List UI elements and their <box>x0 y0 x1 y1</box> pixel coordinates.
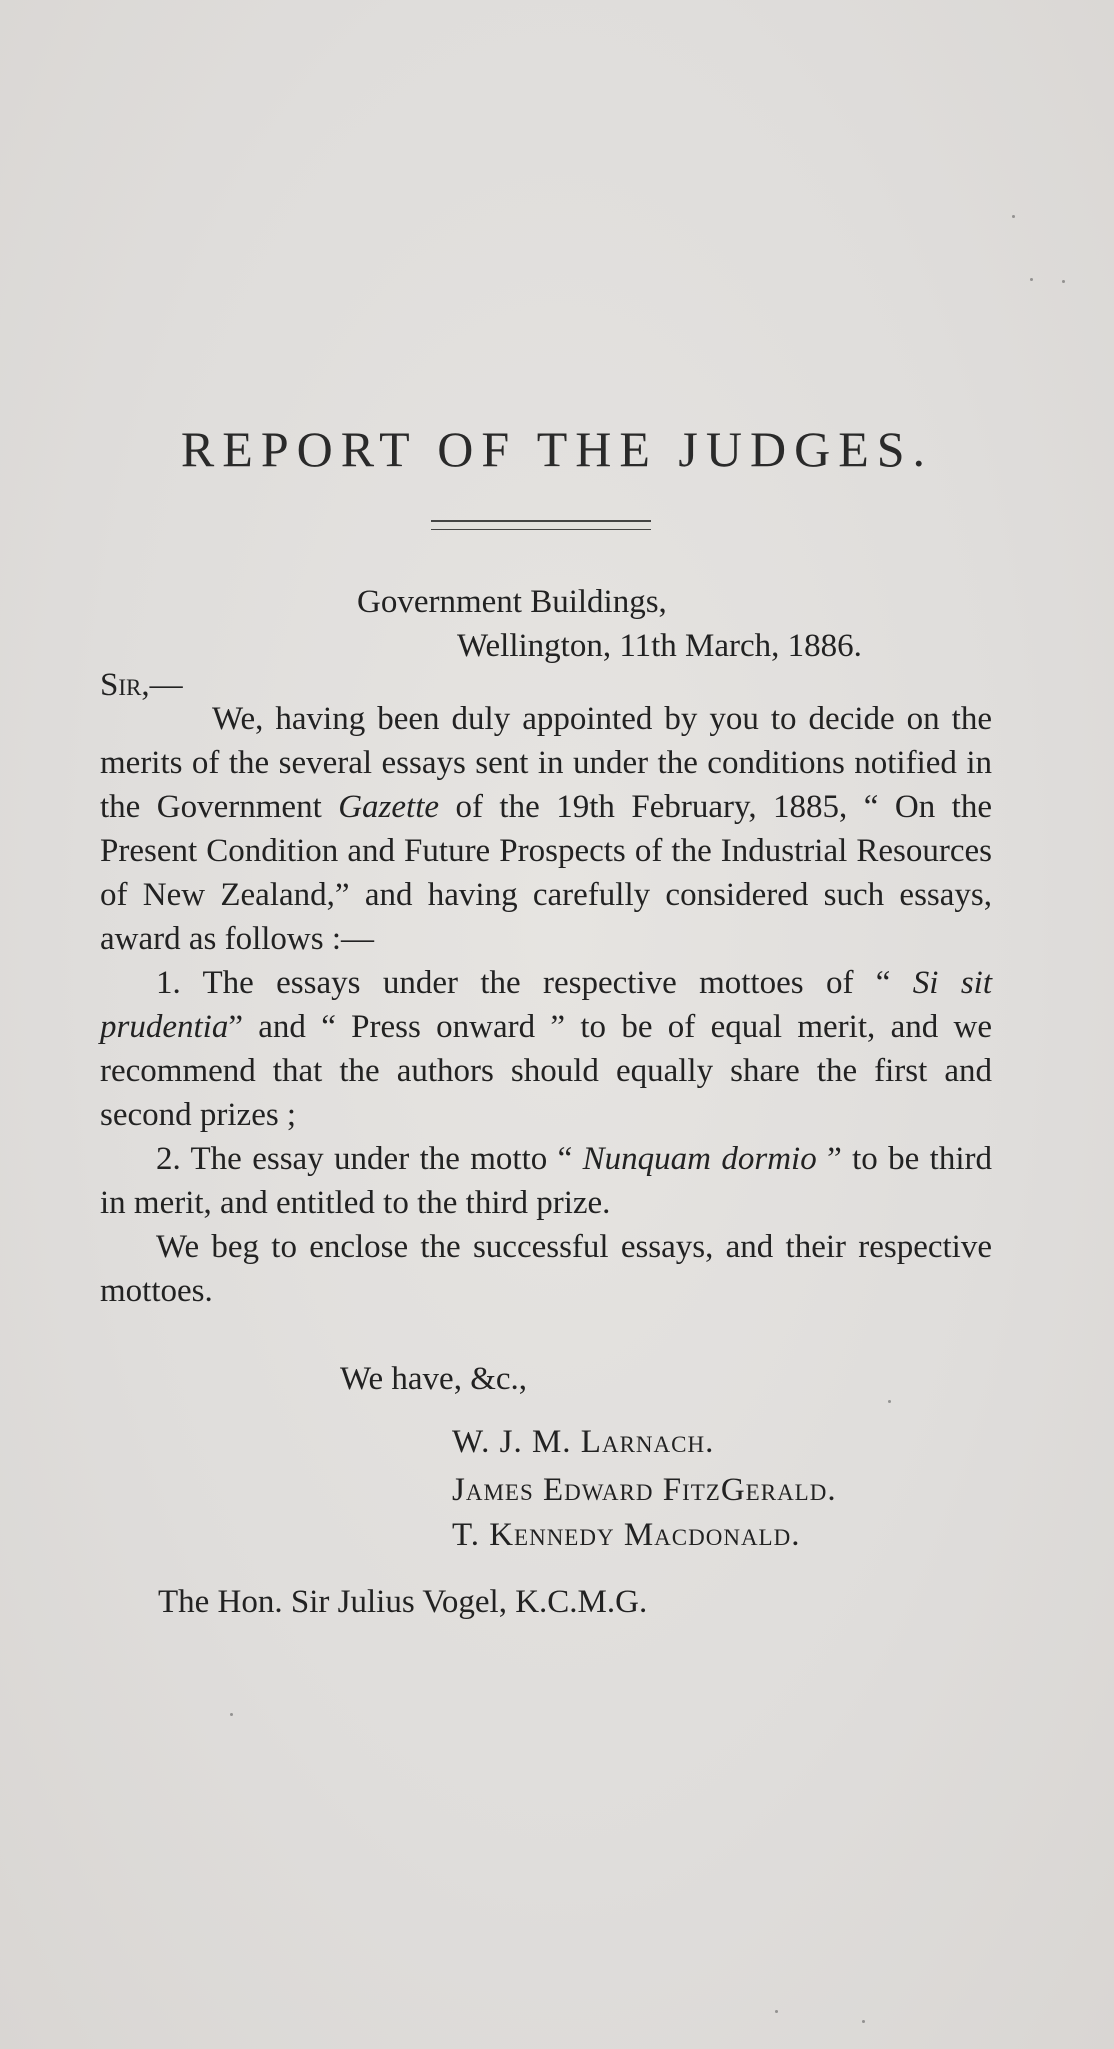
paper-speck <box>1062 280 1065 283</box>
addressee: The Hon. Sir Julius Vogel, K.C.M.G. <box>158 1584 648 1620</box>
paper-speck <box>1012 215 1015 218</box>
paper-speck <box>1030 278 1033 281</box>
paper-speck <box>862 2020 865 2023</box>
dateline-address: Government Buildings, <box>357 584 667 620</box>
item2-text-b: ” to be third in merit, and entitled to the third prize. <box>100 1141 992 1221</box>
closing: We have, &c., <box>340 1361 528 1397</box>
signatory: T. Kennedy Macdonald. <box>452 1517 801 1553</box>
intro-text-a: We, having been duly appointed by you to decide on the merits of the several essays sent in under the conditions notified in the Government <box>100 701 992 825</box>
paper-speck <box>888 1400 891 1403</box>
item1-text-b: ” and “ Press onward ” to be of equal merit, and we recommend that the authors should equally share the first and second prizes ; <box>100 1009 992 1133</box>
enclose-paragraph: We beg to enclose the successful essays, and their respective mottoes. <box>100 1229 992 1309</box>
signatory: W. J. M. Larnach. <box>452 1424 715 1460</box>
report-body <box>100 697 992 1313</box>
item2-motto: Nunquam dormio <box>582 1141 817 1177</box>
item1-motto: Si sit prudentia <box>100 965 992 1045</box>
signatory: James Edward FitzGerald. <box>452 1472 837 1508</box>
paper-speck <box>230 1713 233 1716</box>
award-item-1 <box>100 961 992 1137</box>
paper-speck <box>775 2010 778 2013</box>
title-divider <box>431 520 651 530</box>
page-title: REPORT OF THE JUDGES. <box>180 421 934 477</box>
intro-gazette: Gazette <box>338 789 440 825</box>
item2-text-a: 2. The essay under the motto “ <box>156 1141 583 1177</box>
award-item-2 <box>100 1137 992 1225</box>
intro-paragraph <box>100 697 992 961</box>
dateline-date: Wellington, 11th March, 1886. <box>457 628 862 664</box>
intro-text-b: of the 19th February, 1885, “ On the Present Condition and Future Prospects of the Industrial Resources of New Zealand,” and having carefully considered such essays, award as follows :— <box>100 789 992 957</box>
salutation: Sir,— <box>100 667 183 703</box>
item1-text-a: 1. The essays under the respective mottoes of “ <box>156 965 913 1001</box>
